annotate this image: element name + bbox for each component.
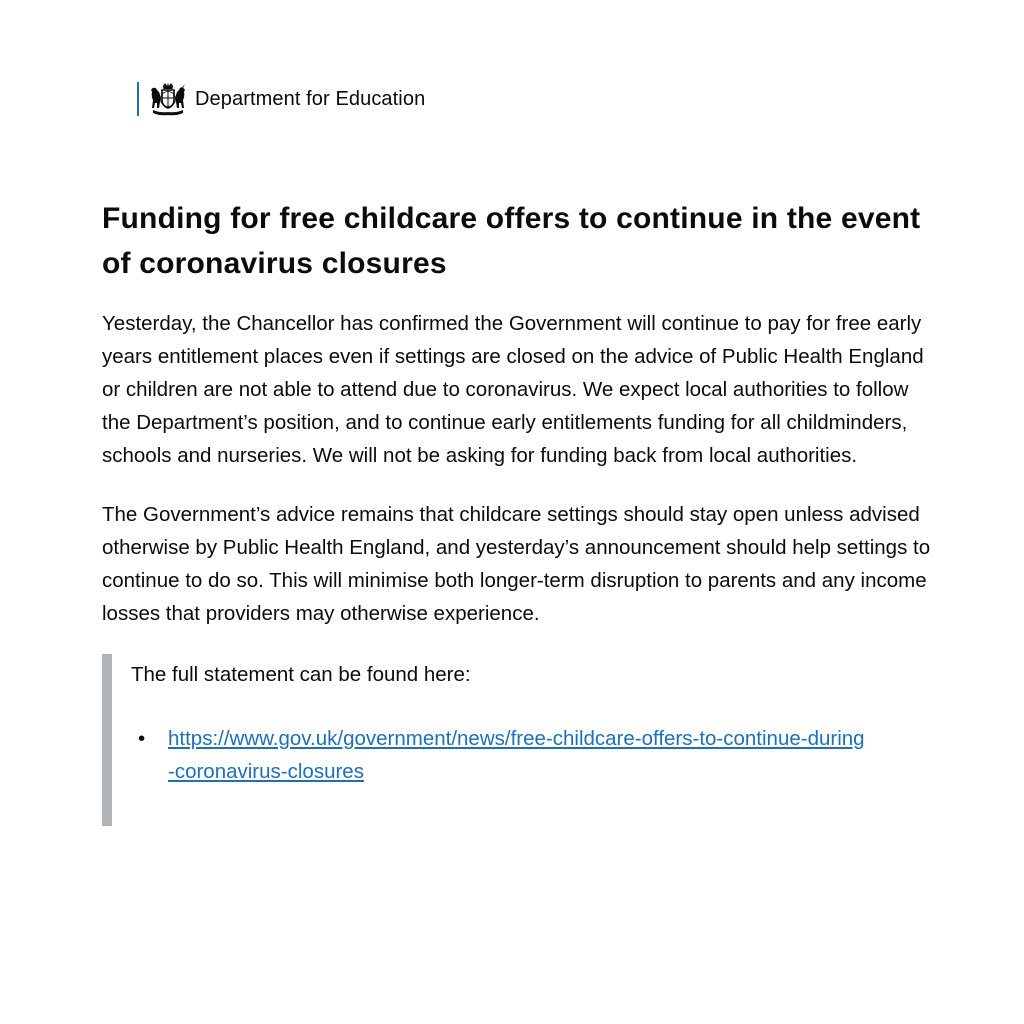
department-logo: [137, 82, 425, 116]
inset-intro-text: The full statement can be found here:: [131, 663, 471, 686]
statement-inset: [102, 654, 932, 826]
page-title: Funding for free childcare offers to continue in the event of coronavirus closures: [102, 202, 921, 280]
logo-accent-bar: [137, 82, 139, 116]
full-statement-link[interactable]: https://www.gov.uk/government/news/free-childcare-offers-to-continue-during-coronavirus-closures: [168, 727, 865, 783]
royal-coat-of-arms-icon: [147, 82, 189, 116]
article-content: [102, 196, 932, 826]
article-paragraph-2: The Government’s advice remains that childcare settings should stay open unless advised otherwise by Public Health England, and yesterday’s announcement should help settings to continue to do so. This will minimise both longer-term disruption to parents and any income losses that providers may otherwise experience.: [102, 503, 931, 625]
department-name: Department for Education: [195, 88, 426, 110]
list-item: [131, 722, 932, 788]
article-paragraph-1: Yesterday, the Chancellor has confirmed the Government will continue to pay for free early years entitlement places even if settings are closed on the advice of Public Health England or children are not able to attend due to coronavirus. We expect local authorities to follow the Department’s position, and to continue early entitlements funding for all childminders, schools and nurseries. We will not be asking for funding back from local authorities.: [102, 312, 924, 467]
link-list: [131, 722, 932, 788]
bullet-icon: •: [138, 727, 146, 750]
